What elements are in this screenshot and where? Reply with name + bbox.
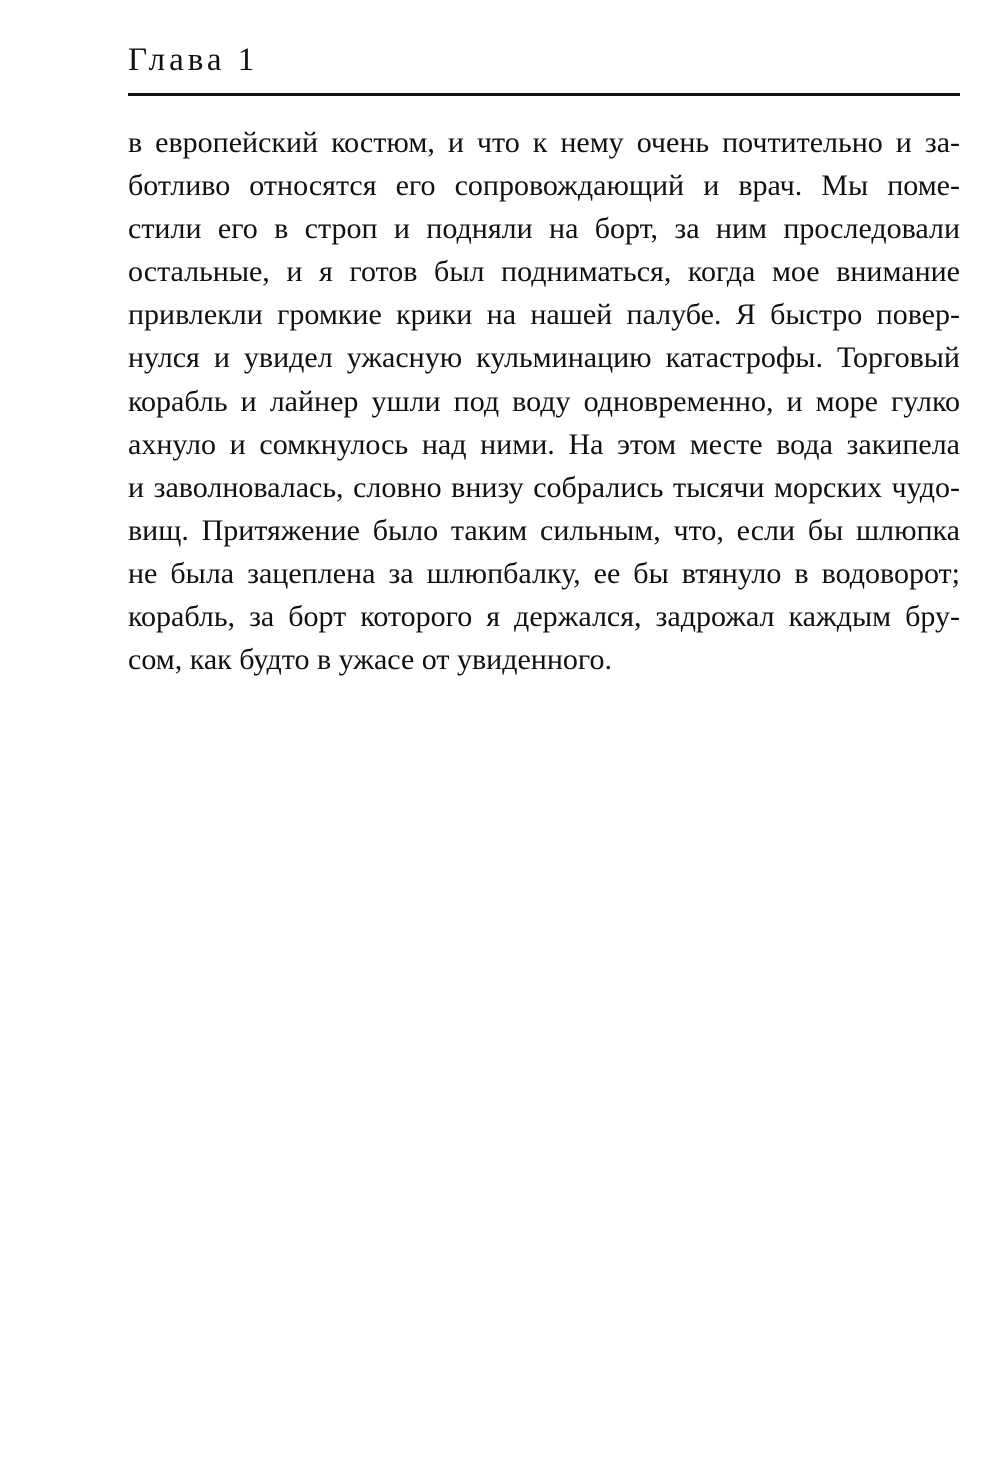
text-line: сом, как будто в ужасе от увиденного. xyxy=(128,643,612,677)
text-line: вищ. Притяжение было таким сильным, что, если бы шлюпка xyxy=(128,513,960,547)
text-line: и заволновалась, словно внизу собрались тысячи морских чудо- xyxy=(128,470,960,504)
text-line: не была зацеплена за шлюпбалку, ее бы втянуло в водоворот; xyxy=(128,556,960,590)
text-line: корабль, за борт которого я держался, задрожал каждым бру- xyxy=(128,600,960,634)
text-line: стили его в строп и подняли на борт, за ним проследовали xyxy=(128,212,960,246)
header-rule xyxy=(128,93,960,96)
body-paragraph xyxy=(128,121,960,681)
text-line: привлекли громкие крики на нашей палубе. Я быстро повер- xyxy=(128,298,960,332)
text-line: в европейский костюм, и что к нему очень почтительно и за- xyxy=(128,126,960,159)
text-line: корабль и лайнер ушли под воду одновременно, и море гулко xyxy=(128,384,960,418)
text-line: остальные, и я готов был подниматься, когда мое внимание xyxy=(128,255,960,289)
text-line: нулся и увидел ужасную кульминацию катастрофы. Торговый xyxy=(128,341,960,375)
running-head: Глава 1 xyxy=(128,42,259,78)
text-line: ахнуло и сомкнулось над ними. На этом месте вода закипела xyxy=(128,427,960,461)
text-line: ботливо относятся его сопровождающий и врач. Мы поме- xyxy=(128,169,960,203)
